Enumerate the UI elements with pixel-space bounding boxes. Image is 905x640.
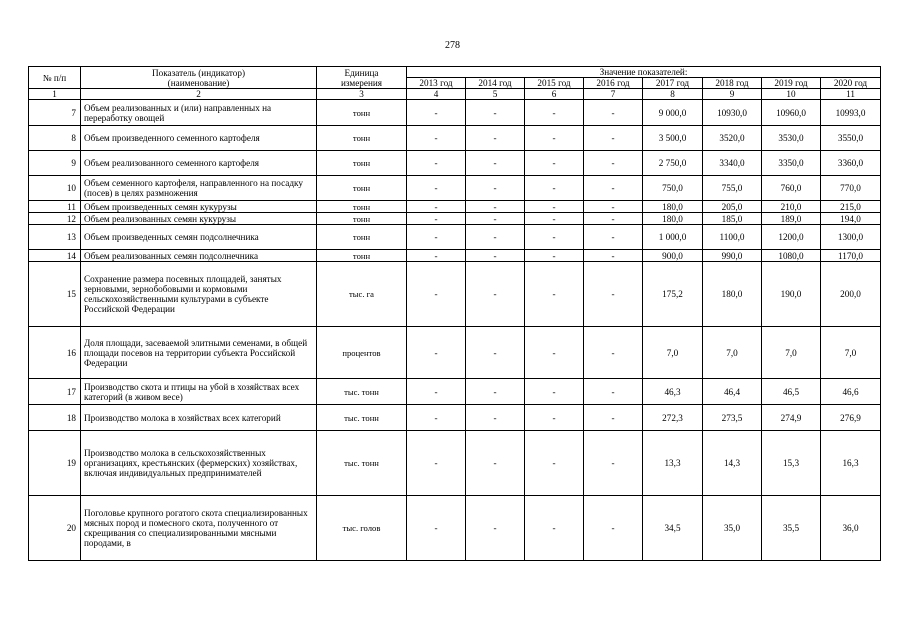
row-number: 14 [29,250,81,262]
column-number: 7 [584,89,643,100]
indicator-name: Объем произведенного семенного картофеля [81,126,317,151]
value-cell: 274,9 [762,405,821,431]
value-cell: - [466,100,525,126]
unit-cell: тонн [317,126,407,151]
value-cell: 1100,0 [703,225,762,250]
value-cell: - [525,405,584,431]
value-cell: 3530,0 [762,126,821,151]
indicator-name: Производство молока в сельскохозяйственных организациях, крестьянских (фермерских) хозяйствах, включая индивидуальных предпринимателей [81,431,317,496]
row-number: 11 [29,201,81,213]
value-cell: - [525,225,584,250]
unit-cell: тонн [317,201,407,213]
value-cell: 2 750,0 [643,151,703,176]
value-cell: - [407,405,466,431]
value-cell: 7,0 [821,327,881,379]
value-cell: - [584,225,643,250]
value-cell: - [407,262,466,327]
unit-cell: процентов [317,327,407,379]
value-cell: 180,0 [703,262,762,327]
value-cell: 273,5 [703,405,762,431]
value-cell: 14,3 [703,431,762,496]
value-cell: - [525,126,584,151]
value-cell: 180,0 [643,201,703,213]
header-year: 2020 год [821,78,881,89]
value-cell: 35,0 [703,496,762,561]
unit-cell: тонн [317,176,407,201]
value-cell: - [407,201,466,213]
value-cell: - [584,151,643,176]
indicator-name: Объем реализованных семян подсолнечника [81,250,317,262]
unit-cell: тонн [317,100,407,126]
value-cell: 210,0 [762,201,821,213]
column-number: 9 [703,89,762,100]
value-cell: - [466,250,525,262]
value-cell: 10960,0 [762,100,821,126]
header-unit-line1: Единица [344,67,379,78]
value-cell: - [525,262,584,327]
unit-cell: тыс. тонн [317,379,407,405]
value-cell: 15,3 [762,431,821,496]
header-unit [317,67,407,89]
value-cell: - [466,225,525,250]
indicator-name: Сохранение размера посевных площадей, занятых зерновыми, зернобобовыми и кормовыми сельскохозяйственными культурами в субъекте Российской Федерации [81,262,317,327]
value-cell: 1300,0 [821,225,881,250]
value-cell: 190,0 [762,262,821,327]
value-cell: - [466,126,525,151]
table-row [29,250,881,262]
value-cell: 215,0 [821,201,881,213]
column-number: 3 [317,89,407,100]
header-num: № п/п [29,67,81,89]
column-number: 2 [81,89,317,100]
unit-cell: тыс. га [317,262,407,327]
value-cell: - [407,213,466,225]
indicator-name: Объем реализованных и (или) направленных на переработку овощей [81,100,317,126]
column-number: 8 [643,89,703,100]
value-cell: 1 000,0 [643,225,703,250]
row-number: 20 [29,496,81,561]
column-number: 4 [407,89,466,100]
header-year: 2016 год [584,78,643,89]
header-year: 2017 год [643,78,703,89]
indicator-name: Объем семенного картофеля, направленного на посадку (посев) в целях размножения [81,176,317,201]
column-number: 5 [466,89,525,100]
value-cell: 3 500,0 [643,126,703,151]
row-number: 12 [29,213,81,225]
value-cell: - [407,225,466,250]
value-cell: 46,5 [762,379,821,405]
value-cell: 10930,0 [703,100,762,126]
value-cell: 1170,0 [821,250,881,262]
value-cell: 13,3 [643,431,703,496]
value-cell: - [407,379,466,405]
indicator-name: Объем произведенных семян подсолнечника [81,225,317,250]
value-cell: - [466,262,525,327]
table-row [29,431,881,496]
value-cell: - [407,250,466,262]
header-year: 2018 год [703,78,762,89]
value-cell: 900,0 [643,250,703,262]
value-cell: 185,0 [703,213,762,225]
value-cell: - [466,405,525,431]
value-cell: 7,0 [762,327,821,379]
value-cell: - [525,151,584,176]
value-cell: 34,5 [643,496,703,561]
value-cell: 194,0 [821,213,881,225]
row-number: 16 [29,327,81,379]
indicator-name: Доля площади, засеваемой элитными семенами, в общей площади посевов на территории субъекта Российской Федерации [81,327,317,379]
value-cell: 1080,0 [762,250,821,262]
value-cell: - [525,213,584,225]
value-cell: - [407,327,466,379]
value-cell: - [584,213,643,225]
page-number: 278 [445,40,460,51]
value-cell: - [584,379,643,405]
value-cell: - [466,201,525,213]
value-cell: 180,0 [643,213,703,225]
value-cell: 990,0 [703,250,762,262]
column-number: 6 [525,89,584,100]
row-number: 19 [29,431,81,496]
row-number: 15 [29,262,81,327]
value-cell: 189,0 [762,213,821,225]
value-cell: - [466,379,525,405]
row-number: 7 [29,100,81,126]
value-cell: - [407,126,466,151]
unit-cell: тонн [317,151,407,176]
value-cell: - [466,213,525,225]
indicators-table [28,66,881,561]
value-cell: - [407,431,466,496]
header-year: 2013 год [407,78,466,89]
value-cell: - [407,496,466,561]
unit-cell: тыс. тонн [317,431,407,496]
unit-cell: тыс. голов [317,496,407,561]
value-cell: 16,3 [821,431,881,496]
unit-cell: тыс. тонн [317,405,407,431]
row-number: 17 [29,379,81,405]
header-indicator-line1: Показатель (индикатор) [151,67,246,78]
table-row [29,100,881,126]
value-cell: - [584,126,643,151]
value-cell: - [407,151,466,176]
value-cell: - [525,176,584,201]
column-number: 11 [821,89,881,100]
value-cell: 770,0 [821,176,881,201]
table-row [29,151,881,176]
value-cell: - [466,496,525,561]
value-cell: - [584,176,643,201]
indicator-name: Производство скота и птицы на убой в хозяйствах всех категорий (в живом весе) [81,379,317,405]
value-cell: 760,0 [762,176,821,201]
value-cell: 3360,0 [821,151,881,176]
value-cell: 46,4 [703,379,762,405]
unit-cell: тонн [317,250,407,262]
row-number: 8 [29,126,81,151]
table-row [29,496,881,561]
value-cell: 276,9 [821,405,881,431]
value-cell: 750,0 [643,176,703,201]
value-cell: - [584,201,643,213]
row-number: 13 [29,225,81,250]
value-cell: 175,2 [643,262,703,327]
value-cell: 205,0 [703,201,762,213]
header-unit-line2: измерения [340,77,383,88]
value-cell: - [584,327,643,379]
unit-cell: тонн [317,213,407,225]
value-cell: - [466,176,525,201]
value-cell: 3350,0 [762,151,821,176]
value-cell: - [407,100,466,126]
value-cell: 46,3 [643,379,703,405]
value-cell: - [525,250,584,262]
column-number: 1 [29,89,81,100]
value-cell: 3340,0 [703,151,762,176]
indicator-name: Объем реализованных семян кукурузы [81,213,317,225]
value-cell: 9 000,0 [643,100,703,126]
value-cell: - [525,327,584,379]
table-row [29,405,881,431]
row-number: 10 [29,176,81,201]
table-row [29,213,881,225]
value-cell: 36,0 [821,496,881,561]
row-number: 18 [29,405,81,431]
header-indicator-line2: (наименование) [167,77,230,88]
table-row [29,379,881,405]
value-cell: 10993,0 [821,100,881,126]
value-cell: - [584,496,643,561]
value-cell: 200,0 [821,262,881,327]
value-cell: - [407,176,466,201]
value-cell: 7,0 [643,327,703,379]
indicator-name: Производство молока в хозяйствах всех категорий [81,405,317,431]
table-row [29,262,881,327]
value-cell: - [466,151,525,176]
value-cell: 7,0 [703,327,762,379]
table-row [29,201,881,213]
value-cell: - [584,431,643,496]
value-cell: 3550,0 [821,126,881,151]
value-cell: 35,5 [762,496,821,561]
indicator-name: Поголовье крупного рогатого скота специализированных мясных пород и помесного скота, полученного от скрещивания со специализированными мясными породами, в [81,496,317,561]
value-cell: 755,0 [703,176,762,201]
header-year: 2019 год [762,78,821,89]
header-values-group: Значение показателей: [407,67,881,78]
value-cell: - [584,250,643,262]
table-row [29,126,881,151]
value-cell: - [525,431,584,496]
unit-cell: тонн [317,225,407,250]
value-cell: - [466,327,525,379]
value-cell: - [525,379,584,405]
value-cell: 3520,0 [703,126,762,151]
value-cell: 1200,0 [762,225,821,250]
table-row [29,327,881,379]
value-cell: - [466,431,525,496]
value-cell: 46,6 [821,379,881,405]
header-year: 2014 год [466,78,525,89]
value-cell: - [584,100,643,126]
value-cell: - [525,100,584,126]
value-cell: - [525,496,584,561]
indicator-name: Объем произведенных семян кукурузы [81,201,317,213]
column-numbers-row [29,89,881,100]
header-year: 2015 год [525,78,584,89]
value-cell: - [584,405,643,431]
column-number: 10 [762,89,821,100]
table-row [29,225,881,250]
table-row [29,176,881,201]
value-cell: 272,3 [643,405,703,431]
value-cell: - [525,201,584,213]
indicator-name: Объем реализованного семенного картофеля [81,151,317,176]
header-indicator [81,67,317,89]
value-cell: - [584,262,643,327]
row-number: 9 [29,151,81,176]
